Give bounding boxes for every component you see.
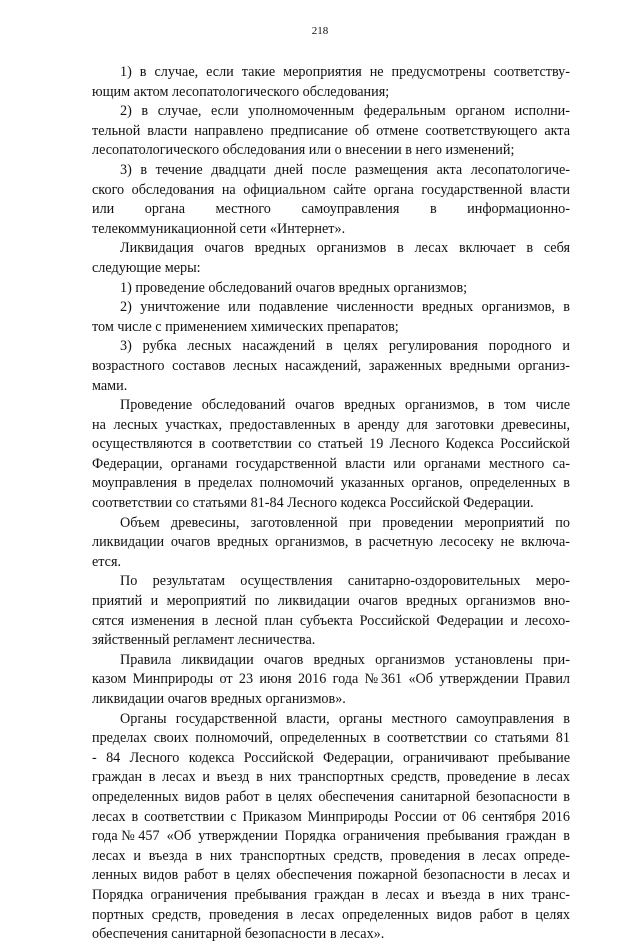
text-line: возрастного составов лесных насаждений, зараженных вредными организ- [92, 357, 570, 374]
text-line: пределах своих полномочий, определенных в соответствии со статьями 81 [92, 730, 570, 747]
text-line: ется. [92, 553, 122, 570]
text-line: лесопатологического обследования или о внесении в него изменений; [92, 142, 515, 159]
body-text [92, 63, 570, 945]
text-line: 3) рубка лесных насаждений в целях регулирования породного и [120, 338, 570, 355]
text-line: обеспечения санитарной безопасности в лесах». [92, 926, 385, 943]
text-line: или органа местного самоуправления в информационно- [92, 201, 570, 218]
text-line: тельной власти направлено предписание об отмене соответствующего акта [92, 122, 570, 139]
text-line: лесах в соответствии с Приказом Минприроды России от 06 сентября 2016 [92, 808, 570, 825]
text-line: 1) в случае, если такие мероприятия не предусмотрены соответству- [120, 64, 570, 80]
text-line: ленных видов работ в целях обеспечения пожарной безопасности в лесах и [92, 867, 570, 884]
text-line: портных средств, проведения в лесах определенных видов работ в целях [92, 906, 570, 923]
text-line: соответствии со статьями 81-84 Лесного кодекса Российской Федерации. [92, 495, 534, 512]
text-line: 1) проведение обследований очагов вредных организмов; [120, 279, 468, 296]
text-line: осуществляются в соответствии со статьей 19 Лесного Кодекса Российской [92, 436, 570, 453]
text-line: Проведение обследований очагов вредных организмов, в том числе [120, 397, 570, 414]
text-line: казом Минприроды от 23 июня 2016 года №361 «Об утверждении Правил [92, 671, 570, 688]
text-line: Правила ликвидации очагов вредных организмов установлены при- [120, 651, 570, 668]
text-line: 3) в течение двадцати дней после размещения акта лесопатологиче- [120, 161, 570, 178]
text-line: моуправления в пределах полномочий указанных органов, определенных в [92, 475, 570, 492]
text-line: определенных видов работ в целях обеспечения санитарной безопасности в [92, 788, 570, 805]
text-line: По результатам осуществления санитарно-оздоровительных меро- [120, 573, 570, 590]
text-line: приятий и мероприятий по ликвидации очагов вредных организмов вно- [92, 593, 570, 610]
text-line: том числе с применением химических препаратов; [92, 318, 399, 335]
text-line: Порядка ограничения пребывания граждан в лесах и въезда в них транс- [92, 886, 570, 903]
text-line: 2) уничтожение или подавление численности вредных организмов, в [120, 299, 570, 316]
text-line: ликвидации очагов вредных организмов, в расчетную лесосеку не включа- [92, 534, 570, 551]
text-line: ликвидации очагов вредных организмов». [92, 691, 346, 707]
text-line: граждан в лесах и въезд в них транспортных средств, проведение в лесах [92, 769, 570, 786]
text-line: ского обследования на официальном сайте органа государственной власти [92, 181, 570, 198]
text-line: телекоммуникационной сети «Интернет». [92, 220, 346, 237]
text-line: сятся изменения в лесной план субъекта Российской Федерации и лесохо- [92, 612, 570, 629]
text-line: лесах и въезда в них транспортных средств, проведения в лесах опреде- [92, 847, 570, 864]
text-line: - 84 Лесного кодекса Российской Федерации, ограничивают пребывание [92, 749, 570, 766]
text-line: следующие меры: [92, 259, 201, 276]
text-line: 2) в случае, если уполномоченным федеральным органом исполни- [120, 103, 570, 120]
text-line: ющим актом лесопатологического обследования; [92, 83, 390, 100]
text-line: года№457 «Об утверждении Порядка ограничения пребывания граждан в [92, 828, 570, 845]
text-line: зяйственный регламент лесничества. [92, 632, 316, 649]
text-line: мами. [92, 377, 128, 394]
text-line: на лесных участках, предоставленных в аренду для заготовки древесины, [92, 416, 570, 433]
text-line: Органы государственной власти, органы местного самоуправления в [120, 710, 570, 727]
text-line: Ликвидация очагов вредных организмов в лесах включает в себя [120, 240, 570, 257]
text-line: Объем древесины, заготовленной при проведении мероприятий по [120, 514, 570, 531]
page-number: 218 [311, 25, 329, 37]
text-line: Федерации, органами государственной власти или органами местного са- [92, 455, 570, 472]
